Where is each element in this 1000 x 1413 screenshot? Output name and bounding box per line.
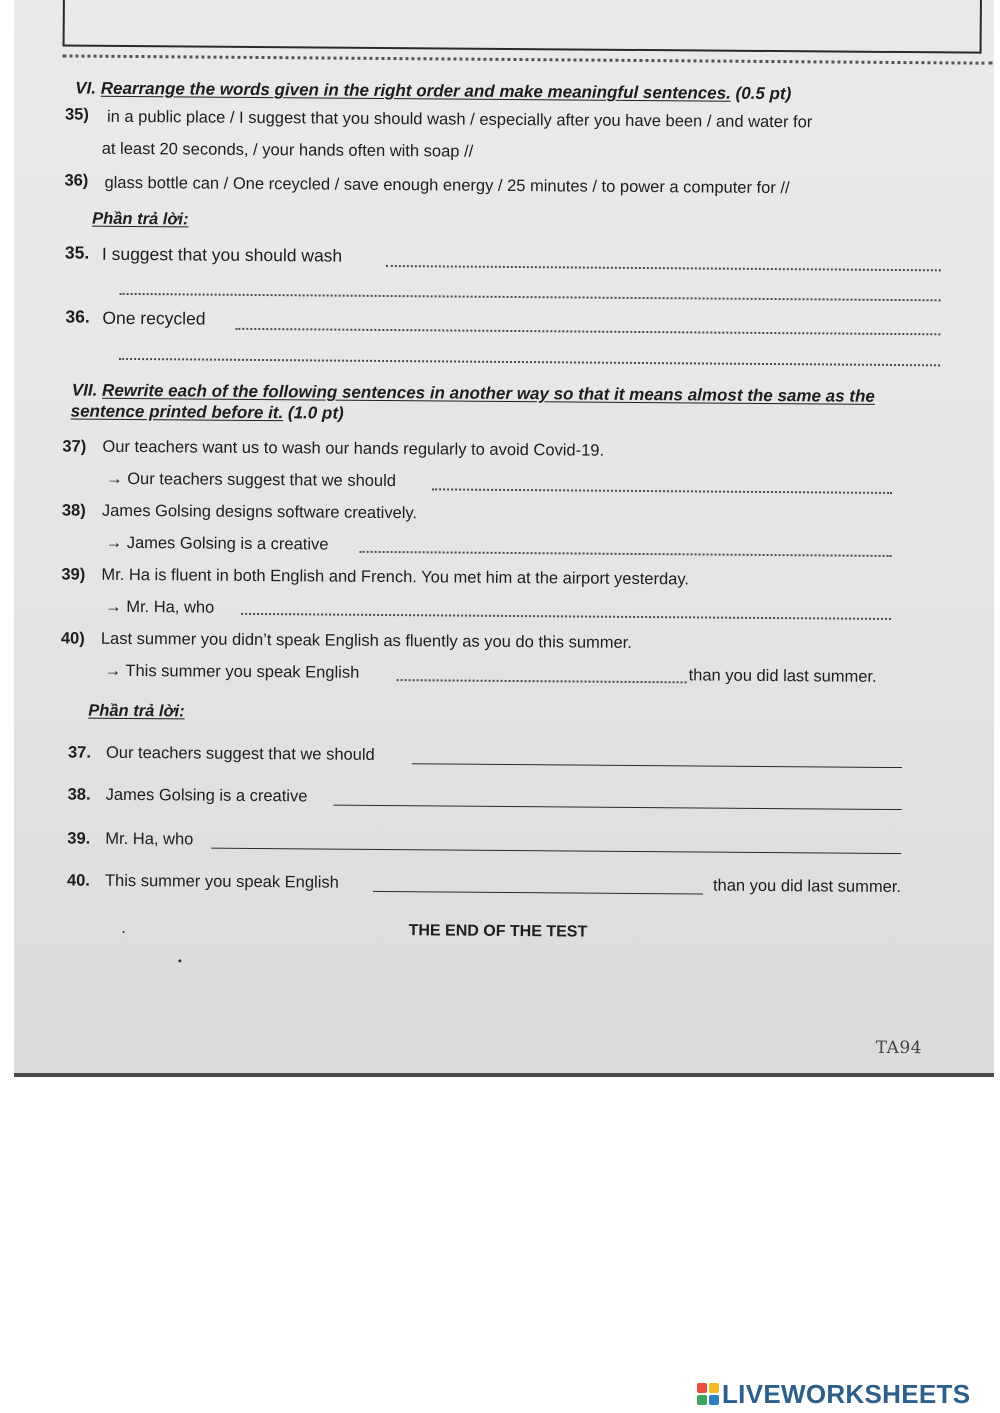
- q37-rewrite: [106, 469, 396, 491]
- section-6-answer-label: Phần trả lời:: [92, 209, 189, 229]
- a40-stem: This summer you speak English: [104, 871, 339, 892]
- q37-number: 37): [62, 437, 87, 456]
- section-7-instruction-1: Rewrite each of the following sentences in another way so that it means almost the same as the: [102, 380, 875, 406]
- q40-rewrite-tail: than you did last summer.: [688, 666, 877, 686]
- q38-rewrite: [106, 533, 329, 555]
- q38-rewrite-stem: James Golsing is a creative: [126, 533, 329, 554]
- end-of-test: THE END OF THE TEST: [408, 922, 588, 941]
- section-7-points: (1.0 pt): [287, 403, 344, 423]
- section-6-instruction: Rearrange the words given in the right order and make meaningful sentences.: [100, 78, 731, 103]
- q35-number: 35): [64, 105, 89, 124]
- a36-number: 36.: [65, 306, 90, 327]
- section-7-instruction-2: sentence printed before it.: [70, 401, 284, 423]
- a40-number: 40.: [66, 871, 91, 890]
- q36-prompt: glass bottle can / One rceycled / save enough energy / 25 minutes / to power a computer for //: [104, 173, 790, 198]
- a36-answer-field-1[interactable]: [235, 328, 940, 336]
- logo-tile: [709, 1383, 719, 1393]
- a37-number: 37.: [67, 743, 92, 762]
- section-7-answer-label: Phần trả lời:: [88, 701, 185, 721]
- section-6-points: (0.5 pt): [735, 83, 792, 104]
- a39-answer-line[interactable]: [211, 848, 901, 854]
- q40-prompt: Last summer you didn’t speak English as fluently as you do this summer.: [100, 629, 632, 652]
- logo-tile: [697, 1383, 707, 1393]
- a35-number: 35.: [64, 242, 90, 263]
- a39-number: 39.: [67, 829, 91, 848]
- arrow-icon: →: [105, 597, 122, 616]
- q39-rewrite-field[interactable]: [241, 613, 891, 620]
- q39-rewrite-stem: Mr. Ha, who: [126, 597, 215, 617]
- arrow-icon: →: [105, 533, 123, 552]
- a38-number: 38.: [67, 785, 91, 804]
- q40-rewrite-field[interactable]: [397, 679, 687, 683]
- q38-rewrite-field[interactable]: [360, 551, 892, 557]
- section-7-number: VII.: [71, 380, 98, 400]
- liveworksheets-logo: [697, 1380, 970, 1408]
- q38-number: 38): [61, 501, 86, 520]
- a40-answer-line[interactable]: [373, 891, 703, 895]
- q35-prompt-line1: in a public place / I suggest that you should wash / especially after you have been / and water for: [106, 107, 813, 132]
- a40-tail: than you did last summer.: [712, 876, 902, 897]
- logo-tile: [709, 1395, 719, 1405]
- a38-stem: James Golsing is a creative: [105, 785, 308, 806]
- logo-tiles-icon: [697, 1383, 719, 1405]
- worksheet-photo: [14, 0, 994, 1077]
- logo-wordmark: LIVEWORKSHEETS: [722, 1378, 971, 1409]
- q37-rewrite-stem: Our teachers suggest that we should: [127, 469, 397, 491]
- q38-prompt: James Golsing designs software creatively.: [101, 501, 418, 523]
- q39-rewrite: [105, 597, 214, 618]
- arrow-icon: →: [106, 469, 123, 488]
- a36-stem: One recycled: [102, 307, 206, 329]
- q35-prompt-line2: at least 20 seconds, / your hands often with soap //: [101, 139, 474, 161]
- q40-rewrite: [105, 661, 360, 683]
- logo-tile: [697, 1395, 707, 1405]
- section-7-heading-line2: [71, 402, 344, 424]
- q39-number: 39): [61, 565, 86, 584]
- a36-answer-field-2[interactable]: [119, 358, 940, 366]
- section-6-heading: [75, 79, 791, 105]
- a37-answer-line[interactable]: [412, 763, 902, 768]
- q37-prompt: Our teachers want us to wash our hands regularly to avoid Covid-19.: [102, 437, 605, 460]
- q37-rewrite-field[interactable]: [432, 488, 892, 494]
- page-code: TA94: [875, 1037, 923, 1059]
- previous-section-box: [63, 0, 983, 54]
- ink-speck: [178, 959, 181, 962]
- q39-prompt: Mr. Ha is fluent in both English and French. You met him at the airport yesterday.: [101, 565, 690, 589]
- arrow-icon: →: [104, 661, 122, 680]
- a37-stem: Our teachers suggest that we should: [105, 743, 375, 764]
- a39-stem: Mr. Ha, who: [105, 829, 194, 849]
- test-sheet: [14, 0, 994, 1077]
- section-6-number: VI.: [75, 78, 97, 98]
- q40-number: 40): [60, 629, 85, 648]
- a35-stem: I suggest that you should wash: [101, 243, 343, 266]
- a38-answer-line[interactable]: [334, 805, 902, 810]
- section-divider: [62, 54, 992, 64]
- q40-rewrite-stem: This summer you speak English: [125, 661, 360, 682]
- a35-answer-field-1[interactable]: [386, 265, 941, 271]
- ink-speck: [123, 931, 125, 933]
- a35-answer-field-2[interactable]: [120, 293, 941, 301]
- q36-number: 36): [64, 171, 89, 190]
